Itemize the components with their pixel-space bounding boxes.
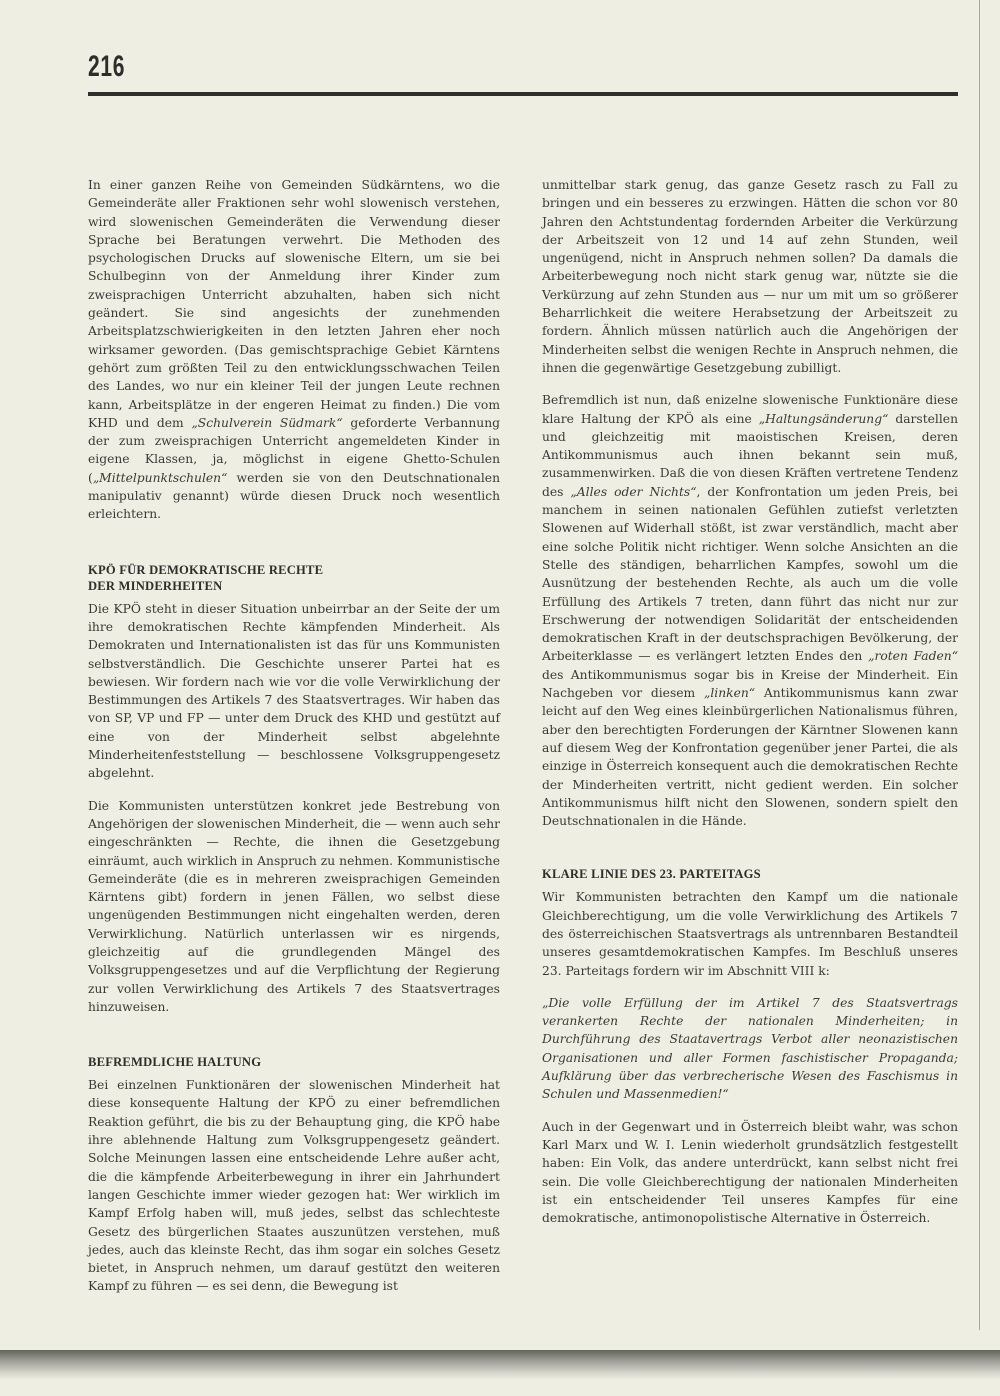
quoted-term-mittelpunktschulen: „Mittelpunktschulen“ <box>92 470 228 485</box>
paragraph: Auch in der Gegenwart und in Österreich bleibt wahr, was schon Karl Marx und W. I. Lenin wiederholt grundsätzlich festgestellt haben: Ein Volk, das andere unterdrückt, kann selbst nicht frei sein. Die volle Gleichberechtigung der nationalen Minderheiten ist ein entscheidender Teil unseres Kampfes für eine demokratische, antimonopolistische Alternative in Österreich. <box>542 1119 958 1226</box>
paragraph: Befremdlich ist nun, daß enizelne slowenische Funktionäre diese klare Haltung der KPÖ als eine „Haltungsänderung“ darstellen und gleichzeitig mit maoistischen Kreisen, deren Antikommunismus auch ihnen bekannt sein muß, zusammenwirken. Daß die von diesen Kräften vertretene Tendenz des „Alles oder Nichts“, der Konfrontation um jeden Preis, bei manchem in seinen nationalen Gefühlen zutiefst verletzten Slowenen auf Widerhall stößt, ist zwar verständlich, macht aber eine solche Politik nicht richtiger. Wenn solche Ansichten an die Stelle des ständigen, beharrlichen Kampfes, sowohl um die Ausnützung der bestehenden Rechte, als auch um die volle Erfüllung des Artikels 7 treten, dann führt das nicht nur zur Erschwerung der notwendigen Solidarität der entscheidenden demokratischen Kraft in der deutschsprachigen Bevölkerung, der Arbeiterklasse — es verlängert letzten Endes den „roten Faden“ des Antikommunismus sogar bis in Kreise der Minderheit. Ein Nachgeben vor diesem „linken“ Antikommunismus kann zwar leicht auf den Weg eines kleinbürgerlichen Nationalismus führen, aber den berechtigten Forderungen der Kärntner Slowenen kann auf diesem Weg der Konfrontation gegenüber jener Partei, die als einzige in Österreich konsequent auch die demokratischen Rechte der Minderheiten vertritt, nicht gedient werden. Ein solcher Antikommunismus hilft nicht den Slowenen, sondern spielt den Deutschnationalen in die Hände. <box>542 393 959 829</box>
paragraph-continuation: unmittelbar stark genug, das ganze Gesetz rasch zu Fall zu bringen und ein besseres zu erzwingen. Hätten die schon vor 80 Jahren den Achtstundentag fordernden Arbeiter die Verkürzung der Arbeitszeit von 12 und 14 auf zehn Stunden, weil ungenügend, nicht in Anspruch nehmen sollen? Da damals die Arbeiterbewegung noch nicht stark genug war, nützte sie die Verkürzung auf zehn Stunden aus — nur um mit um so größerer Beharrlichkeit die weitere Herabsetzung der Arbeitszeit zu fordern. Ähnlich müssen natürlich auch die Angehörigen der Minderheiten selbst die wenigen Rechte in Anspruch nehmen, die ihnen die gegenwärtige Gesetzgebung zubilligt. <box>542 178 958 375</box>
section-klare-linie <box>542 866 958 1227</box>
right-column <box>542 176 958 1241</box>
paragraph: Die KPÖ steht in dieser Situation unbeirrbar an der Seite der um ihre demokratischen Rechte kämpfenden Minderheit. Als Demokraten und Internationalisten ist das für uns Kommunisten selbstverständlich. Die Geschichte unserer Partei hat es bewiesen. Wir fordern nach wie vor die volle Verwirklichung der Bestimmungen des Artikels 7 des Staatsvertrages. Wir haben das von SP, VP und FP — unter dem Druck des KHD und gestützt auf eine von der Minderheit selbst abgelehnte Minderheitenfeststellung — beschlossene Volksgruppengesetz abgelehnt. <box>88 601 500 781</box>
section-heading: KPÖ FÜR DEMOKRATISCHE RECHTE DER MINDERHEITEN <box>88 562 324 593</box>
quoted-term: „Alles oder Nichts“ <box>570 484 697 499</box>
section-heading: KLARE LINIE DES 23. PARTEITAGS <box>542 867 761 882</box>
header-rule <box>88 92 958 96</box>
scan-bottom-edge <box>0 1350 1000 1380</box>
page-number: 216 <box>88 50 126 83</box>
quoted-term: „linken“ <box>703 686 756 701</box>
paragraph: Wir Kommunisten betrachten den Kampf um die nationale Gleichberechtigung, um die volle Verwirklichung des Artikels 7 des österreichischen Staatsvertrags als untrennbaren Bestandteil unseres gesamtdemokratischen Kampfes. Im Beschluß unseres 23. Parteitags fordern wir im Abschnitt VIII k: <box>542 890 958 978</box>
quoted-term-schulverein: „Schulverein Südmark“ <box>191 415 343 430</box>
paragraph: Die Kommunisten unterstützen konkret jede Bestrebung von Angehörigen der slowenischen Minderheit, die — wenn auch sehr eingeschränkten — Rechte, die ihnen die Gesetzgebung einräumt, auch wirklich in Anspruch zu nehmen. Kommunistische Gemeinderäte (die es in mehreren zweisprachigen Gemeinden Kärntens gibt) fordern in jenen Fällen, wo selbst diese ungenügenden Bestimmungen nicht eingehalten werden, deren Verwirklichung. Natürlich unterlassen wir es nirgends, gleichzeitig auf die grundlegenden Mängel des Volksgruppengesetzes und auf die Verpflichtung der Regierung zur vollen Verwirklichung des Artikels 7 des Staatsvertrages hinzuweisen. <box>88 798 500 1014</box>
quoted-term: „roten Faden“ <box>868 649 958 664</box>
page-edge-line <box>979 0 980 1330</box>
section-befremdliche-haltung <box>88 1054 500 1296</box>
left-column <box>88 176 500 1310</box>
intro-paragraph: In einer ganzen Reihe von Gemeinden Südkärntens, wo die Gemeinderäte aller Fraktionen sehr wohl slowenisch verstehen, wird slowenischen Gemeinderäten die Verwendung dieser Sprache bei Beratungen verwehrt. Die Methoden des psychologischen Drucks auf slowenische Eltern, um sie bei Schulbeginn von der Anmeldung ihrer Kinder zum zweisprachigen Unterricht abzuhalten, haben sich nicht geändert. Sie sind angesichts der zunehmenden Arbeitsplatzschwierigkeiten in den letzten Jahren eher noch wirksamer geworden. (Das gemischtsprachige Gebiet Kärntens gehört zum größten Teil zu den entwicklungsschwachen Teilen des Landes, wo nur ein kleiner Teil der jungen Leute rechnen kann, Arbeitsplätze in der engeren Heimat zu finden.) Die vom KHD und dem „Schulverein Südmark“ geforderte Verbannung der zum zweisprachigen Unterricht angemeldeten Kinder in eigene Klassen, ja, möglichst in eigene Ghetto-Schulen („Mittelpunktschulen“ werden sie von den Deutschnationalen manipulativ genannt) würde diesen Druck noch wesentlich erleichtern. <box>88 178 500 522</box>
block-quote: „Die volle Erfüllung der im Artikel 7 des Staatsvertrags verankerten Rechte der nationalen Minderheiten; in Durchführung des Staatavertrags Verbot aller neonazistischen Organisationen und aller Formen faschistischer Propaganda; Aufklärung über das verbrecherische Wesen des Faschismus in Schulen und Massenmedien!“ <box>542 995 958 1102</box>
section-kpoe-rights <box>88 562 500 1017</box>
section-heading: BEFREMDLICHE HALTUNG <box>88 1055 262 1070</box>
quoted-term: „Haltungsänderung“ <box>758 411 889 426</box>
paragraph: Bei einzelnen Funktionären der slowenischen Minderheit hat diese konsequente Haltung der KPÖ zu einer befremdlichen Reaktion geführt, die bis zu der Behauptung ging, die KPÖ habe ihre ablehnende Haltung zum Volksgruppengesetz geändert. Solche Meinungen lassen eine entscheidende Lehre außer acht, die die kämpfende Arbeiterbewegung in ihrer ein Jahrhundert langen Geschichte immer wieder gezogen hat: Wer wirklich im Kampf Erfolg haben will, muß jedes, selbst das schlechteste Gesetz des bürgerlichen Staates auszunützen verstehen, muß jedes, auch das kleinste Recht, das ihm sogar ein solches Gesetz bietet, in Anspruch nehmen, um darauf gestützt den weiteren Kampf zu führen — es sei denn, die Bewegung ist <box>88 1078 500 1294</box>
